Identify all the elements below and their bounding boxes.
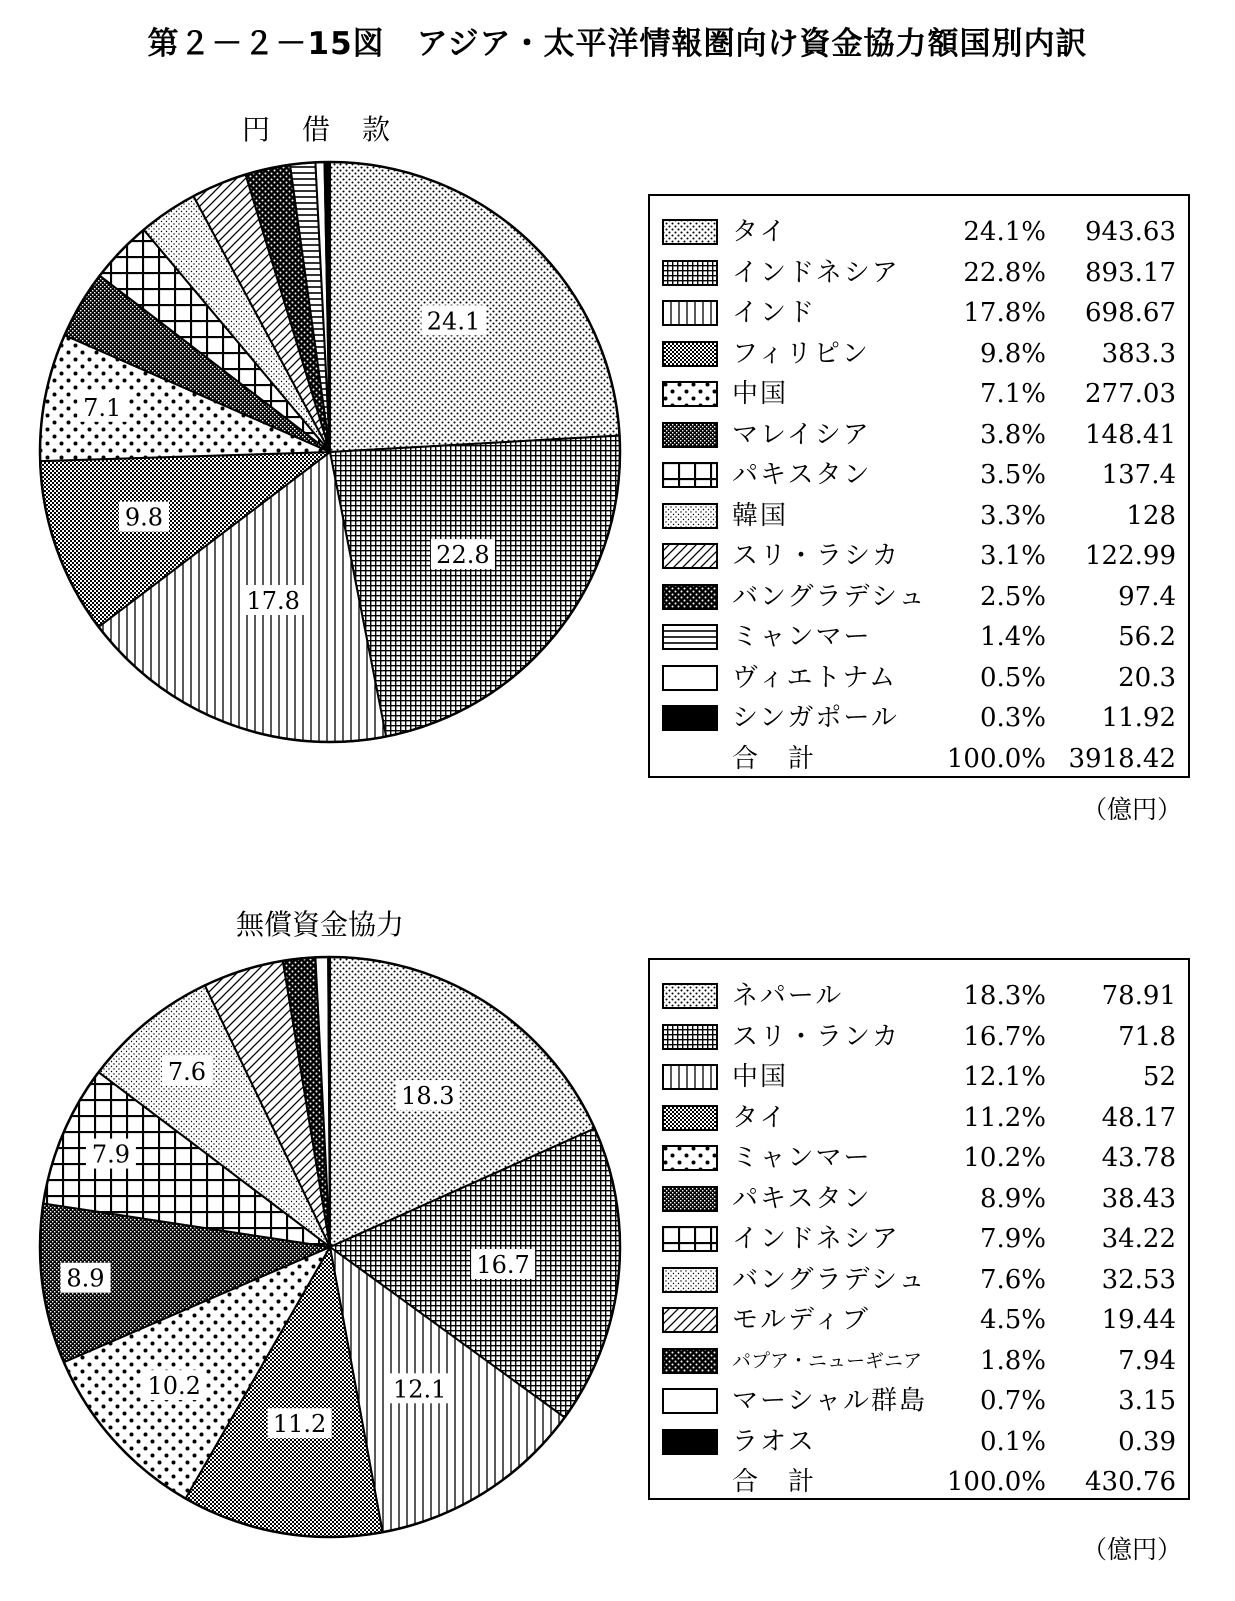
legend-value: 7.94 (1118, 1345, 1176, 1376)
legend-percent: 3.8% (979, 419, 1046, 450)
legend-row (650, 1017, 1188, 1057)
chart1-slice-label: 7.1 (83, 393, 122, 422)
chart1-slice-label: 24.1 (426, 307, 481, 336)
legend-name: ヴィエトナム (732, 662, 898, 693)
legend-percent: 0.3% (979, 703, 1046, 733)
legend-value: 48.17 (1101, 1102, 1176, 1133)
chart1-legend (648, 194, 1190, 778)
legend-row (650, 577, 1188, 617)
legend-swatch (662, 1064, 718, 1090)
chart1-pie (30, 160, 630, 760)
legend-row (650, 1300, 1188, 1340)
legend-name: 韓国 (732, 500, 789, 531)
legend-swatch (662, 219, 718, 245)
legend-swatch (662, 1145, 718, 1171)
chart2-unit: （億円） (1082, 1535, 1183, 1564)
legend-name: 中国 (732, 379, 789, 409)
legend-value: 38.43 (1101, 1183, 1176, 1214)
legend-swatch (662, 1226, 718, 1252)
legend-total-label: 合 計 (732, 743, 817, 774)
legend-row (650, 334, 1188, 374)
legend-row (650, 698, 1188, 738)
chart1-slice-label: 17.8 (246, 587, 300, 615)
legend-swatch (662, 705, 718, 731)
legend-row (650, 1219, 1188, 1259)
legend-value: 148.41 (1085, 419, 1176, 450)
legend-value: 122.99 (1085, 541, 1176, 571)
legend-name: ミャンマー (732, 1143, 872, 1173)
legend-percent: 4.5% (979, 1305, 1046, 1335)
legend-value: 137.4 (1101, 460, 1176, 490)
legend-swatch (662, 300, 718, 326)
legend-total-value: 3918.42 (1068, 743, 1176, 774)
legend-percent: 8.9% (979, 1183, 1046, 1214)
legend-row (650, 617, 1188, 657)
legend-row (650, 1381, 1188, 1421)
chart2-slice-label: 10.2 (147, 1372, 201, 1401)
legend-percent: 10.2% (963, 1143, 1046, 1173)
legend-swatch (662, 543, 718, 569)
legend-value: 11.92 (1101, 703, 1176, 733)
legend-swatch (662, 1429, 718, 1455)
chart2-slice-label: 18.3 (401, 1082, 455, 1111)
legend-value: 893.17 (1085, 257, 1176, 288)
legend-row (650, 1057, 1188, 1097)
legend-swatch (662, 341, 718, 367)
legend-swatch (662, 1186, 718, 1212)
legend-swatch (662, 1307, 718, 1333)
legend-swatch (662, 983, 718, 1009)
legend-value: 56.2 (1118, 622, 1176, 652)
legend-row (650, 455, 1188, 495)
legend-percent: 1.8% (979, 1345, 1046, 1376)
legend-value: 43.78 (1101, 1143, 1176, 1173)
legend-swatch (662, 1348, 718, 1374)
legend-row (650, 1422, 1188, 1462)
legend-row (650, 1341, 1188, 1381)
legend-name: バングラデシュ (732, 581, 927, 612)
legend-percent: 7.6% (979, 1264, 1046, 1295)
legend-name: シンガポール (732, 703, 899, 733)
legend-name: インドネシア (732, 257, 900, 288)
legend-percent: 9.8% (979, 338, 1046, 369)
legend-swatch (662, 381, 718, 407)
legend-percent: 1.4% (979, 622, 1046, 652)
legend-swatch (662, 422, 718, 448)
legend-percent: 12.1% (963, 1062, 1046, 1092)
legend-swatch (662, 260, 718, 286)
legend-value: 32.53 (1101, 1264, 1176, 1295)
legend-row (650, 253, 1188, 293)
legend-name: パプア・ニューギニア (732, 1349, 923, 1372)
legend-swatch (662, 1105, 718, 1131)
chart1-slice-label: 22.8 (436, 541, 490, 570)
chart2-pie (30, 955, 630, 1555)
legend-name: スリ・ランカ (732, 1021, 901, 1052)
legend-swatch (662, 624, 718, 650)
legend-row (650, 212, 1188, 252)
legend-percent: 16.7% (963, 1021, 1046, 1052)
legend-total-row (650, 1462, 1188, 1502)
legend-name: タイ (732, 1102, 788, 1133)
legend-swatch (662, 584, 718, 610)
legend-value: 20.3 (1118, 662, 1176, 693)
legend-value: 34.22 (1101, 1224, 1176, 1254)
legend-percent: 0.7% (979, 1386, 1046, 1416)
legend-total-value: 430.76 (1085, 1467, 1176, 1497)
legend-row (650, 536, 1188, 576)
legend-swatch (662, 503, 718, 529)
legend-percent: 11.2% (963, 1102, 1046, 1133)
legend-value: 277.03 (1085, 379, 1176, 409)
legend-row (650, 1098, 1188, 1138)
chart2-slice-label: 16.7 (476, 1251, 530, 1279)
legend-percent: 18.3% (963, 981, 1046, 1011)
legend-total-label: 合 計 (732, 1467, 817, 1497)
legend-swatch (662, 665, 718, 691)
legend-name: ミャンマー (732, 622, 872, 652)
legend-percent: 0.1% (979, 1426, 1046, 1457)
legend-percent: 22.8% (963, 257, 1046, 288)
legend-percent: 17.8% (963, 298, 1046, 328)
legend-name: パキスタン (732, 1183, 872, 1214)
legend-row (650, 415, 1188, 455)
legend-name: モルディブ (732, 1305, 870, 1335)
legend-value: 128 (1126, 500, 1176, 531)
legend-name: タイ (732, 217, 788, 247)
legend-percent: 0.5% (979, 662, 1046, 693)
legend-value: 19.44 (1101, 1305, 1176, 1335)
legend-row (650, 1138, 1188, 1178)
legend-total-percent: 100.0% (946, 743, 1046, 774)
chart2-slice-label: 12.1 (392, 1375, 447, 1404)
chart2-legend (648, 958, 1190, 1500)
legend-row (650, 1179, 1188, 1219)
legend-swatch (662, 1267, 718, 1293)
legend-name: インドネシア (732, 1224, 900, 1254)
chart1-title: 円 借 款 (242, 113, 393, 146)
legend-swatch (662, 462, 718, 488)
legend-name: マーシャル群島 (732, 1386, 927, 1416)
legend-percent: 7.1% (979, 379, 1046, 409)
chart2-slice-label: 11.2 (272, 1410, 327, 1439)
legend-name: インド (732, 298, 817, 328)
legend-value: 52 (1142, 1062, 1176, 1092)
legend-swatch (662, 1388, 718, 1414)
legend-percent: 7.9% (979, 1224, 1046, 1254)
legend-value: 71.8 (1118, 1021, 1176, 1052)
legend-name: ネパール (732, 981, 844, 1011)
chart1-unit: （億円） (1082, 795, 1183, 824)
legend-total-row (650, 739, 1188, 779)
legend-value: 383.3 (1101, 338, 1176, 369)
legend-percent: 3.1% (979, 541, 1046, 571)
legend-value: 78.91 (1101, 981, 1176, 1011)
legend-total-percent: 100.0% (946, 1467, 1046, 1497)
chart2-slice-label: 7.9 (91, 1140, 130, 1169)
legend-row (650, 496, 1188, 536)
legend-row (650, 658, 1188, 698)
legend-name: マレイシア (732, 419, 871, 450)
chart2-slice-label: 7.6 (167, 1057, 206, 1086)
legend-value: 0.39 (1118, 1426, 1176, 1457)
legend-name: バングラデシュ (732, 1264, 927, 1295)
legend-value: 943.63 (1085, 217, 1176, 247)
legend-row (650, 976, 1188, 1016)
legend-name: ラオス (732, 1426, 816, 1457)
legend-name: パキスタン (732, 460, 872, 490)
chart2-slice-label: 8.9 (66, 1264, 105, 1293)
legend-row (650, 374, 1188, 414)
page-title: 第２－２－15図 アジア・太平洋情報圏向け資金協力額国別内訳 (147, 26, 1088, 62)
legend-name: フィリピン (732, 338, 870, 369)
legend-value: 3.15 (1118, 1386, 1176, 1416)
chart1-slice-label: 9.8 (124, 503, 164, 532)
chart2-title: 無償資金協力 (236, 908, 405, 941)
legend-name: スリ・ラシカ (732, 541, 901, 571)
legend-percent: 3.3% (979, 500, 1046, 531)
legend-value: 97.4 (1118, 581, 1176, 612)
legend-percent: 3.5% (979, 460, 1046, 490)
legend-swatch (662, 1024, 718, 1050)
legend-row (650, 293, 1188, 333)
legend-percent: 2.5% (979, 581, 1046, 612)
legend-value: 698.67 (1085, 298, 1176, 328)
legend-row (650, 1260, 1188, 1300)
legend-name: 中国 (732, 1062, 789, 1092)
legend-percent: 24.1% (963, 217, 1046, 247)
